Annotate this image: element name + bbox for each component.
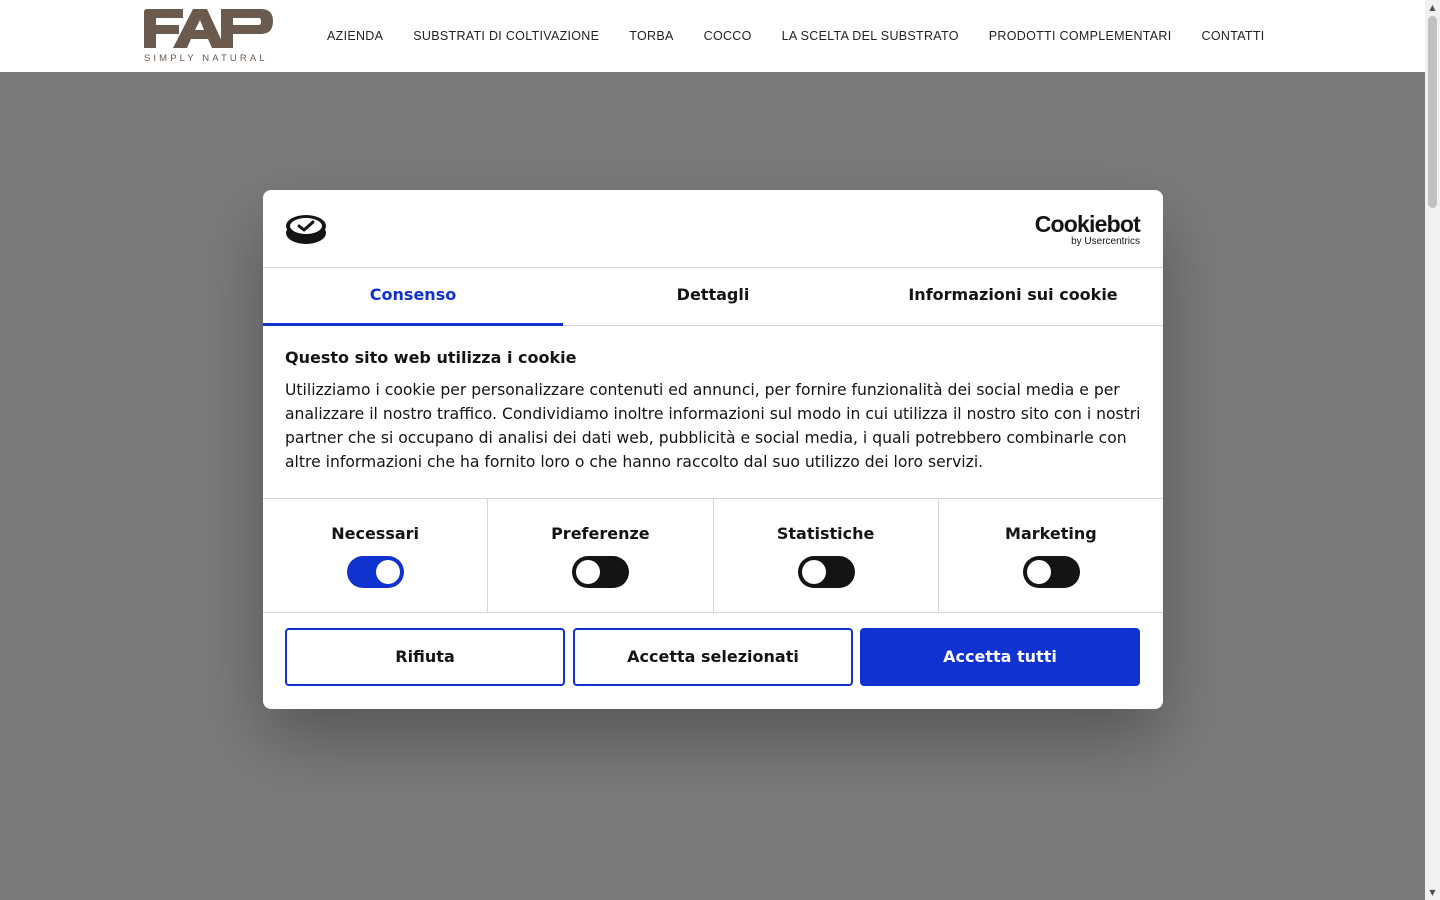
toggle-knob [576,560,600,584]
main-nav [312,0,1280,72]
accept-all-button[interactable]: Accetta tutti [860,628,1140,686]
marketing-toggle[interactable] [1023,556,1080,588]
tab-consenso[interactable]: Consenso [263,268,563,325]
category-preferenze [488,499,713,612]
dialog-header [263,190,1163,268]
site-brand-badge-icon [285,213,327,245]
dialog-tabs [263,268,1163,326]
nav-item-torba[interactable]: TORBA [629,29,674,43]
category-label: Necessari [331,524,420,543]
logo-tagline: SIMPLY NATURAL [144,53,268,64]
nav-item-scelta-substrato[interactable]: LA SCELTA DEL SUBSTRATO [781,29,959,43]
consent-body [285,348,1145,474]
scroll-up-arrow-icon[interactable]: ▲ [1429,3,1436,12]
tab-dettagli[interactable]: Dettagli [676,285,750,304]
category-label: Statistiche [776,524,875,543]
category-statistiche [714,499,939,612]
page-scrollbar[interactable] [1425,0,1440,900]
category-label: Preferenze [551,524,650,543]
reject-button[interactable]: Rifiuta [285,628,565,686]
cookiebot-logo[interactable]: Cookiebot by Usercentrics [1034,211,1140,247]
toggle-knob [376,560,400,584]
scroll-down-arrow-icon[interactable]: ▼ [1429,888,1436,897]
toggle-knob [1027,560,1051,584]
statistiche-toggle[interactable] [798,556,855,588]
nav-item-substrati[interactable]: SUBSTRATI DI COLTIVAZIONE [413,29,600,43]
site-header [0,0,1425,72]
necessari-toggle[interactable] [347,556,404,588]
nav-item-azienda[interactable]: AZIENDA [327,29,384,43]
preferenze-toggle[interactable] [572,556,629,588]
consent-description: Utilizziamo i cookie per personalizzare contenuti ed annunci, per fornire funzionalità dei social media e per analizzare il nostro traffico. Condividiamo inoltre informazioni sul modo in cui utilizza il nostro sito con i nostri partner che si occupano di analisi dei dati web, pubblicità e social media, i quali potrebbero combinarle con altre informazioni che ha fornito loro o che hanno raccolto dal suo utilizzo dei loro servizi. [285,381,1141,471]
category-marketing [939,499,1163,612]
nav-item-contatti[interactable]: CONTATTI [1201,29,1265,43]
accept-selected-button[interactable]: Accetta selezionati [573,628,853,686]
scrollbar-thumb[interactable] [1428,16,1437,208]
consent-categories [263,498,1163,613]
consent-title: Questo sito web utilizza i cookie [285,348,577,367]
consent-buttons [285,628,1141,686]
nav-item-cocco[interactable]: COCCO [703,29,752,43]
cookie-consent-dialog [263,190,1163,709]
toggle-knob [802,560,826,584]
category-necessari [263,499,488,612]
tab-informazioni-cookie[interactable]: Informazioni sui cookie [908,285,1118,304]
nav-item-prodotti-complementari[interactable]: PRODOTTI COMPLEMENTARI [988,29,1172,43]
category-label: Marketing [1005,524,1097,543]
